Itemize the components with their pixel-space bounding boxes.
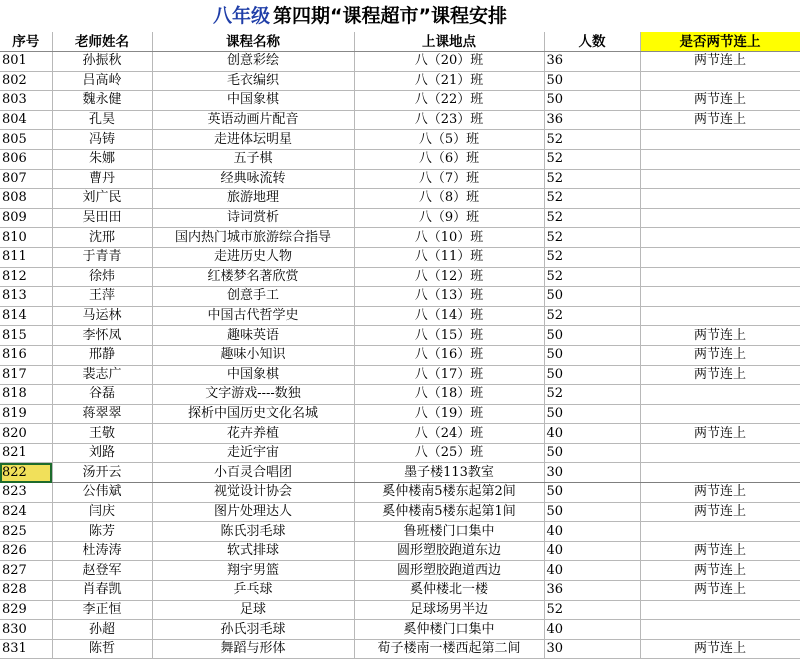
cell-teacher[interactable]: 徐炜 — [52, 267, 152, 287]
cell-course[interactable]: 探析中国历史文化名城 — [152, 404, 354, 424]
table-row — [0, 247, 800, 267]
cell-course[interactable]: 文字游戏----数独 — [152, 385, 354, 405]
table-row — [0, 228, 800, 248]
cell-course[interactable]: 足球 — [152, 600, 354, 620]
table-row — [0, 581, 800, 601]
cell-teacher[interactable]: 公伟斌 — [52, 483, 152, 503]
cell-location[interactable]: 八（20）班 — [354, 52, 544, 72]
cell-course[interactable]: 趣味小知识 — [152, 345, 354, 365]
cell-seq[interactable]: 817 — [0, 365, 52, 385]
cell-count[interactable]: 52 — [544, 247, 640, 267]
cell-consecutive[interactable]: 两节连上 — [640, 483, 800, 503]
cell-course[interactable]: 红楼梦名著欣赏 — [152, 267, 354, 287]
cell-count[interactable]: 52 — [544, 267, 640, 287]
cell-course[interactable]: 中国象棋 — [152, 365, 354, 385]
table-row — [0, 404, 800, 424]
cell-teacher[interactable]: 闫庆 — [52, 502, 152, 522]
cell-teacher[interactable]: 朱娜 — [52, 149, 152, 169]
sheet-title — [0, 0, 800, 32]
cell-consecutive[interactable]: 两节连上 — [640, 581, 800, 601]
cell-count[interactable]: 50 — [544, 502, 640, 522]
cell-consecutive[interactable]: 两节连上 — [640, 52, 800, 72]
cell-location[interactable]: 八（23）班 — [354, 110, 544, 130]
column-header-count[interactable]: 人数 — [544, 32, 640, 52]
cell-consecutive[interactable] — [640, 169, 800, 189]
cell-teacher[interactable]: 王敬 — [52, 424, 152, 444]
table-row — [0, 52, 800, 72]
cell-count[interactable]: 36 — [544, 110, 640, 130]
cell-consecutive[interactable] — [640, 267, 800, 287]
cell-teacher[interactable]: 孙超 — [52, 620, 152, 640]
cell-seq[interactable]: 826 — [0, 541, 52, 561]
cell-count[interactable]: 52 — [544, 169, 640, 189]
table-row — [0, 463, 800, 483]
cell-consecutive[interactable] — [640, 130, 800, 150]
cell-seq[interactable]: 825 — [0, 522, 52, 542]
column-header-location[interactable]: 上课地点 — [354, 32, 544, 52]
cell-count[interactable]: 50 — [544, 404, 640, 424]
cell-course[interactable]: 毛衣编织 — [152, 71, 354, 91]
cell-consecutive[interactable] — [640, 600, 800, 620]
table-row — [0, 620, 800, 640]
cell-count[interactable]: 40 — [544, 561, 640, 581]
table-row — [0, 169, 800, 189]
cell-seq[interactable]: 807 — [0, 169, 52, 189]
cell-seq[interactable]: 812 — [0, 267, 52, 287]
cell-count[interactable]: 52 — [544, 600, 640, 620]
cell-consecutive[interactable] — [640, 228, 800, 248]
cell-course[interactable]: 图片处理达人 — [152, 502, 354, 522]
cell-count[interactable]: 40 — [544, 620, 640, 640]
cell-course[interactable]: 花卉养植 — [152, 424, 354, 444]
cell-count[interactable]: 30 — [544, 639, 640, 659]
cell-consecutive[interactable]: 两节连上 — [640, 365, 800, 385]
cell-seq[interactable]: 803 — [0, 91, 52, 111]
cell-consecutive[interactable]: 两节连上 — [640, 424, 800, 444]
cell-location[interactable]: 八（8）班 — [354, 189, 544, 209]
cell-teacher[interactable]: 肖春凯 — [52, 581, 152, 601]
table-row — [0, 541, 800, 561]
cell-location[interactable]: 八（11）班 — [354, 247, 544, 267]
table-row — [0, 345, 800, 365]
cell-course[interactable]: 经典咏流转 — [152, 169, 354, 189]
cell-teacher[interactable]: 吴田田 — [52, 208, 152, 228]
cell-count[interactable]: 50 — [544, 345, 640, 365]
cell-count[interactable]: 52 — [544, 306, 640, 326]
cell-count[interactable]: 30 — [544, 463, 640, 483]
cell-consecutive[interactable]: 两节连上 — [640, 541, 800, 561]
cell-teacher[interactable]: 曹丹 — [52, 169, 152, 189]
cell-seq[interactable]: 813 — [0, 287, 52, 307]
cell-count[interactable]: 52 — [544, 228, 640, 248]
cell-seq[interactable]: 810 — [0, 228, 52, 248]
cell-teacher[interactable]: 于青青 — [52, 247, 152, 267]
cell-count[interactable]: 52 — [544, 130, 640, 150]
cell-consecutive[interactable] — [640, 463, 800, 483]
cell-location[interactable]: 八（12）班 — [354, 267, 544, 287]
table-row — [0, 443, 800, 463]
cell-consecutive[interactable] — [640, 522, 800, 542]
cell-location[interactable]: 八（21）班 — [354, 71, 544, 91]
cell-seq[interactable]: 820 — [0, 424, 52, 444]
cell-course[interactable]: 中国象棋 — [152, 91, 354, 111]
cell-consecutive[interactable]: 两节连上 — [640, 91, 800, 111]
cell-course[interactable]: 软式排球 — [152, 541, 354, 561]
cell-count[interactable]: 50 — [544, 483, 640, 503]
cell-seq[interactable]: 808 — [0, 189, 52, 209]
table-row — [0, 149, 800, 169]
cell-count[interactable]: 36 — [544, 52, 640, 72]
cell-location[interactable]: 八（24）班 — [354, 424, 544, 444]
cell-consecutive[interactable]: 两节连上 — [640, 110, 800, 130]
cell-course[interactable]: 中国古代哲学史 — [152, 306, 354, 326]
cell-seq[interactable]: 814 — [0, 306, 52, 326]
cell-teacher[interactable]: 邢静 — [52, 345, 152, 365]
cell-count[interactable]: 52 — [544, 189, 640, 209]
table-row — [0, 71, 800, 91]
cell-location[interactable]: 奚仲楼门口集中 — [354, 620, 544, 640]
cell-teacher[interactable]: 孔昊 — [52, 110, 152, 130]
table-row — [0, 130, 800, 150]
table-row — [0, 639, 800, 659]
cell-course[interactable]: 趣味英语 — [152, 326, 354, 346]
cell-course[interactable]: 视觉设计协会 — [152, 483, 354, 503]
column-header-seq[interactable]: 序号 — [0, 32, 52, 52]
cell-seq[interactable]: 831 — [0, 639, 52, 659]
cell-course[interactable]: 陈氏羽毛球 — [152, 522, 354, 542]
cell-location[interactable]: 八（9）班 — [354, 208, 544, 228]
cell-count[interactable]: 50 — [544, 365, 640, 385]
cell-location[interactable]: 奚仲楼北一楼 — [354, 581, 544, 601]
cell-location[interactable]: 八（19）班 — [354, 404, 544, 424]
table-row — [0, 483, 800, 503]
cell-count[interactable]: 52 — [544, 149, 640, 169]
column-header-course[interactable]: 课程名称 — [152, 32, 354, 52]
table-row — [0, 326, 800, 346]
cell-teacher[interactable]: 陈芳 — [52, 522, 152, 542]
cell-consecutive[interactable] — [640, 149, 800, 169]
cell-seq[interactable]: 811 — [0, 247, 52, 267]
cell-location[interactable]: 奚仲楼南5楼东起第2间 — [354, 483, 544, 503]
cell-count[interactable]: 50 — [544, 91, 640, 111]
cell-consecutive[interactable] — [640, 287, 800, 307]
cell-location[interactable]: 八（18）班 — [354, 385, 544, 405]
cell-course[interactable]: 英语动画片配音 — [152, 110, 354, 130]
cell-course[interactable]: 旅游地理 — [152, 189, 354, 209]
cell-count[interactable]: 50 — [544, 326, 640, 346]
cell-course[interactable]: 国内热门城市旅游综合指导 — [152, 228, 354, 248]
cell-seq[interactable]: 822 — [0, 463, 52, 483]
cell-course[interactable]: 走进历史人物 — [152, 247, 354, 267]
header-row — [0, 32, 800, 52]
cell-teacher[interactable]: 吕高岭 — [52, 71, 152, 91]
cell-teacher[interactable]: 马运林 — [52, 306, 152, 326]
cell-location[interactable]: 八（13）班 — [354, 287, 544, 307]
cell-location[interactable]: 奚仲楼南5楼东起第1间 — [354, 502, 544, 522]
cell-consecutive[interactable] — [640, 189, 800, 209]
cell-seq[interactable]: 815 — [0, 326, 52, 346]
cell-count[interactable]: 52 — [544, 208, 640, 228]
cell-course[interactable]: 小百灵合唱团 — [152, 463, 354, 483]
cell-teacher[interactable]: 李怀凤 — [52, 326, 152, 346]
cell-teacher[interactable]: 刘广民 — [52, 189, 152, 209]
table-row — [0, 502, 800, 522]
cell-count[interactable]: 50 — [544, 443, 640, 463]
cell-location[interactable]: 圆形塑胶跑道东边 — [354, 541, 544, 561]
cell-teacher[interactable]: 谷磊 — [52, 385, 152, 405]
cell-teacher[interactable]: 孙振秋 — [52, 52, 152, 72]
table-row — [0, 522, 800, 542]
table-row — [0, 385, 800, 405]
cell-location[interactable]: 八（17）班 — [354, 365, 544, 385]
cell-count[interactable]: 36 — [544, 581, 640, 601]
cell-seq[interactable]: 805 — [0, 130, 52, 150]
cell-consecutive[interactable] — [640, 443, 800, 463]
table-row — [0, 365, 800, 385]
cell-seq[interactable]: 821 — [0, 443, 52, 463]
cell-course[interactable]: 创意彩绘 — [152, 52, 354, 72]
cell-teacher[interactable]: 冯铸 — [52, 130, 152, 150]
cell-seq[interactable]: 816 — [0, 345, 52, 365]
table-row — [0, 189, 800, 209]
cell-teacher[interactable]: 蒋翠翠 — [52, 404, 152, 424]
cell-consecutive[interactable] — [640, 620, 800, 640]
cell-location[interactable]: 八（25）班 — [354, 443, 544, 463]
cell-seq[interactable]: 806 — [0, 149, 52, 169]
cell-teacher[interactable]: 李正恒 — [52, 600, 152, 620]
table-row — [0, 267, 800, 287]
cell-count[interactable]: 50 — [544, 71, 640, 91]
cell-course[interactable]: 走近宇宙 — [152, 443, 354, 463]
cell-location[interactable]: 八（10）班 — [354, 228, 544, 248]
cell-consecutive[interactable] — [640, 247, 800, 267]
cell-count[interactable]: 40 — [544, 541, 640, 561]
cell-location[interactable]: 鲁班楼门口集中 — [354, 522, 544, 542]
column-header-teacher[interactable]: 老师姓名 — [52, 32, 152, 52]
title-grade: 八年级 — [213, 5, 271, 27]
cell-teacher[interactable]: 陈哲 — [52, 639, 152, 659]
cell-seq[interactable]: 819 — [0, 404, 52, 424]
cell-teacher[interactable]: 刘路 — [52, 443, 152, 463]
cell-seq[interactable]: 809 — [0, 208, 52, 228]
cell-teacher[interactable]: 魏永健 — [52, 91, 152, 111]
table-row — [0, 600, 800, 620]
cell-course[interactable]: 翔宇男篮 — [152, 561, 354, 581]
cell-teacher[interactable]: 沈邢 — [52, 228, 152, 248]
table-row — [0, 91, 800, 111]
cell-location[interactable]: 八（14）班 — [354, 306, 544, 326]
table-row — [0, 306, 800, 326]
table-row — [0, 208, 800, 228]
cell-seq[interactable]: 829 — [0, 600, 52, 620]
cell-location[interactable]: 荀子楼南一楼西起第二间 — [354, 639, 544, 659]
title-text: 第四期“课程超市”课程安排 — [273, 5, 507, 27]
cell-course[interactable]: 舞蹈与形体 — [152, 639, 354, 659]
cell-consecutive[interactable] — [640, 208, 800, 228]
table-row — [0, 561, 800, 581]
cell-consecutive[interactable]: 两节连上 — [640, 326, 800, 346]
cell-seq[interactable]: 830 — [0, 620, 52, 640]
table-row — [0, 287, 800, 307]
cell-location[interactable]: 足球场男半边 — [354, 600, 544, 620]
cell-consecutive[interactable] — [640, 385, 800, 405]
cell-location[interactable]: 圆形塑胶跑道西边 — [354, 561, 544, 581]
cell-course[interactable]: 乒乓球 — [152, 581, 354, 601]
course-table — [0, 32, 800, 659]
cell-consecutive[interactable] — [640, 306, 800, 326]
cell-seq[interactable]: 802 — [0, 71, 52, 91]
cell-consecutive[interactable]: 两节连上 — [640, 561, 800, 581]
cell-consecutive[interactable]: 两节连上 — [640, 345, 800, 365]
cell-teacher[interactable]: 杜涛涛 — [52, 541, 152, 561]
cell-consecutive[interactable]: 两节连上 — [640, 639, 800, 659]
cell-location[interactable]: 墨子楼113教室 — [354, 463, 544, 483]
cell-consecutive[interactable] — [640, 71, 800, 91]
cell-course[interactable]: 诗词赏析 — [152, 208, 354, 228]
cell-location[interactable]: 八（6）班 — [354, 149, 544, 169]
cell-course[interactable]: 五子棋 — [152, 149, 354, 169]
table-row — [0, 424, 800, 444]
cell-course[interactable]: 创意手工 — [152, 287, 354, 307]
cell-teacher[interactable]: 汤开云 — [52, 463, 152, 483]
cell-count[interactable]: 40 — [544, 522, 640, 542]
cell-seq[interactable]: 823 — [0, 483, 52, 503]
cell-seq[interactable]: 818 — [0, 385, 52, 405]
cell-teacher[interactable]: 王萍 — [52, 287, 152, 307]
cell-location[interactable]: 八（15）班 — [354, 326, 544, 346]
cell-count[interactable]: 40 — [544, 424, 640, 444]
cell-seq[interactable]: 824 — [0, 502, 52, 522]
cell-location[interactable]: 八（22）班 — [354, 91, 544, 111]
cell-teacher[interactable]: 赵登军 — [52, 561, 152, 581]
cell-seq[interactable]: 804 — [0, 110, 52, 130]
cell-course[interactable]: 走进体坛明星 — [152, 130, 354, 150]
cell-location[interactable]: 八（7）班 — [354, 169, 544, 189]
table-row — [0, 110, 800, 130]
column-header-consecutive[interactable]: 是否两节连上 — [640, 32, 800, 52]
cell-seq[interactable]: 828 — [0, 581, 52, 601]
cell-location[interactable]: 八（16）班 — [354, 345, 544, 365]
cell-count[interactable]: 52 — [544, 385, 640, 405]
cell-consecutive[interactable]: 两节连上 — [640, 502, 800, 522]
cell-seq[interactable]: 801 — [0, 52, 52, 72]
cell-teacher[interactable]: 裴志广 — [52, 365, 152, 385]
cell-count[interactable]: 50 — [544, 287, 640, 307]
cell-seq[interactable]: 827 — [0, 561, 52, 581]
cell-consecutive[interactable] — [640, 404, 800, 424]
cell-location[interactable]: 八（5）班 — [354, 130, 544, 150]
cell-course[interactable]: 孙氏羽毛球 — [152, 620, 354, 640]
